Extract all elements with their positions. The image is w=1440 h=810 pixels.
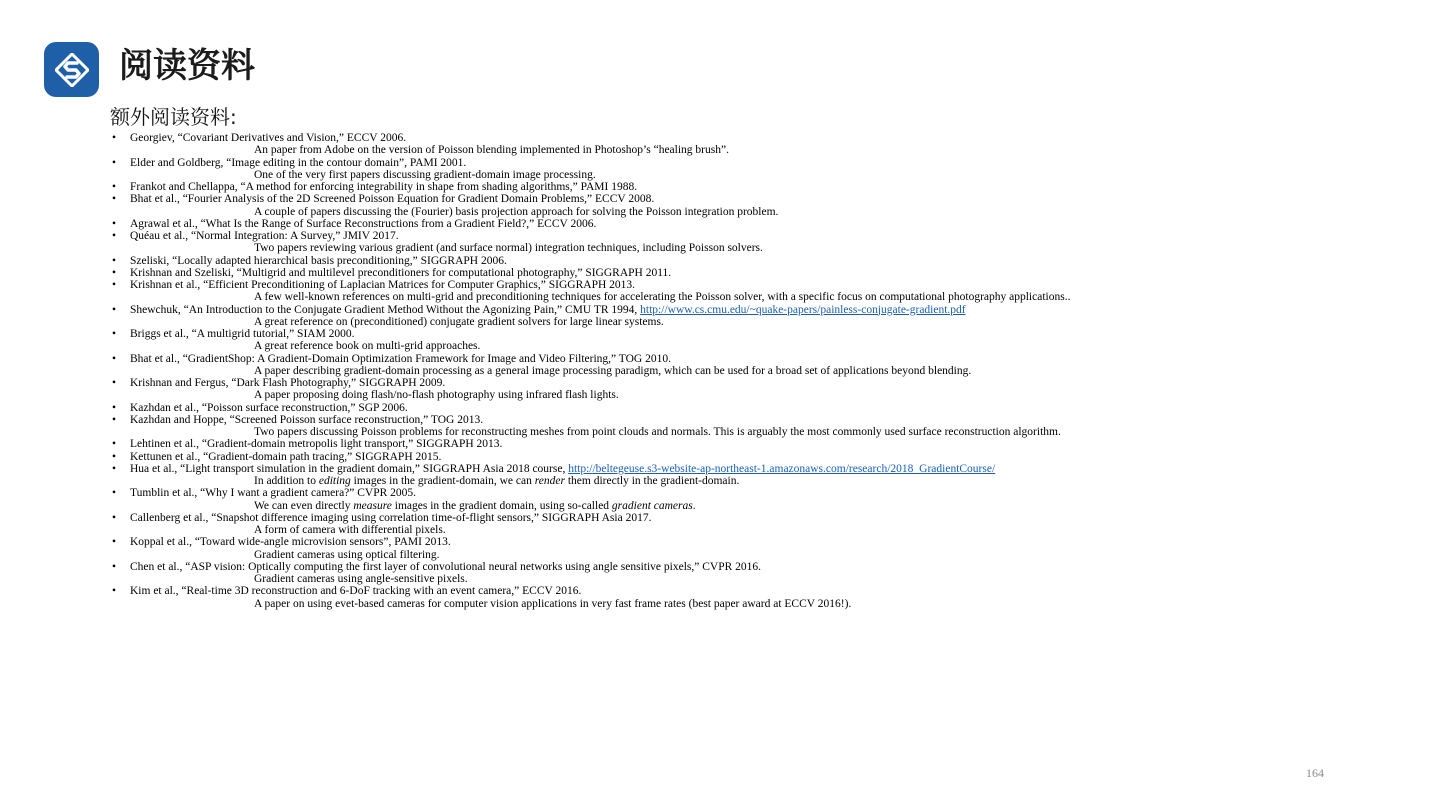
bullet-icon: • <box>112 217 117 230</box>
reference-note <box>112 598 1432 610</box>
note-fragment: them directly in the gradient-domain. <box>564 475 740 487</box>
bullet-icon: • <box>112 254 117 267</box>
reference-citation <box>130 132 406 144</box>
reference-item <box>112 181 1432 193</box>
bullet-icon: • <box>112 560 117 573</box>
reference-citation <box>130 181 637 193</box>
reference-citation <box>130 328 355 340</box>
bullet-icon: • <box>112 328 117 340</box>
reference-text: Krishnan et al., “Efficient Preconditioning of Laplacian Matrices for Computer Graphics,” SIGGRAPH 2013. <box>130 279 636 291</box>
reference-citation <box>130 255 507 267</box>
reference-citation <box>130 463 995 475</box>
reference-citation <box>130 218 596 230</box>
reference-note-text: One of the very first papers discussing gradient-domain image processing. <box>254 168 596 181</box>
bullet-icon: • <box>112 462 117 475</box>
reference-item <box>112 451 1432 463</box>
note-fragment: images in the gradient domain, using so-called <box>391 499 612 512</box>
bullet-icon: • <box>112 303 117 316</box>
reference-link[interactable]: http://beltegeuse.s3-website-ap-northeast-1.amazonaws.com/research/2018_GradientCourse/ <box>568 462 996 475</box>
reference-list <box>112 132 1432 610</box>
reference-citation <box>130 487 416 499</box>
reference-text: Chen et al., “ASP vision: Optically computing the first layer of convolutional neural networks using angle sensitive pixels,” CVPR 2016. <box>130 560 762 573</box>
bullet-icon: • <box>112 401 117 414</box>
reference-note-text: Gradient cameras using optical filtering. <box>254 548 440 561</box>
emphasis-text: editing <box>318 475 351 487</box>
reference-citation <box>130 353 671 365</box>
reference-note-text <box>254 500 696 512</box>
reference-text: Briggs et al., “A multigrid tutorial,” SIAM 2000. <box>130 328 355 340</box>
reference-citation <box>130 279 635 291</box>
reference-item <box>112 193 1432 205</box>
reference-citation <box>130 536 451 548</box>
reference-note <box>112 549 1432 561</box>
emphasis-text: measure <box>353 499 392 512</box>
bullet-icon: • <box>112 193 117 206</box>
reference-item <box>112 487 1432 499</box>
reference-item <box>112 585 1432 597</box>
reference-text: Tumblin et al., “Why I want a gradient camera?” CVPR 2005. <box>130 487 417 500</box>
reference-text: Kazhdan et al., “Poisson surface reconstruction,” SGP 2006. <box>130 401 408 414</box>
reference-text: Elder and Goldberg, “Image editing in the contour domain”, PAMI 2001. <box>130 156 467 169</box>
reference-item <box>112 353 1432 365</box>
emphasis-text: render <box>534 475 565 487</box>
reference-text: Georgiev, “Covariant Derivatives and Vision,” ECCV 2006. <box>130 132 407 144</box>
reference-citation <box>130 304 966 316</box>
bullet-icon: • <box>112 450 117 463</box>
reference-text: Kim et al., “Real-time 3D reconstruction and 6-DoF tracking with an event camera,” ECCV 2016. <box>130 585 582 598</box>
reference-text: Kettunen et al., “Gradient-domain path tracing,” SIGGRAPH 2015. <box>130 450 442 463</box>
reference-note-text: A paper on using evet-based cameras for computer vision applications in very fast frame rates (best paper award at ECCV 2016!). <box>254 597 852 610</box>
reference-text: Hua et al., “Light transport simulation in the gradient domain,” SIGGRAPH Asia 2018 course, <box>130 462 569 475</box>
reference-note <box>112 206 1432 218</box>
reference-item <box>112 304 1432 316</box>
bullet-icon: • <box>112 132 117 144</box>
note-fragment: images in the gradient-domain, we can <box>350 475 535 487</box>
bullet-icon: • <box>112 266 117 279</box>
bullet-icon: • <box>112 156 117 169</box>
reference-note <box>112 389 1432 401</box>
reference-citation <box>130 402 408 414</box>
reference-citation <box>130 585 581 597</box>
reference-note-text: Two papers discussing Poisson problems for reconstructing meshes from point clouds and normals. This is arguably the most commonly used surface reconstruction algorithm. <box>254 426 1061 438</box>
bullet-icon: • <box>112 230 117 242</box>
reference-note-text: A couple of papers discussing the (Fourier) basis projection approach for solving the Poisson integration problem. <box>254 205 779 218</box>
reference-text: Agrawal et al., “What Is the Range of Surface Reconstructions from a Gradient Field?,” ECCV 2006. <box>130 217 597 230</box>
reference-text: Kazhdan and Hoppe, “Screened Poisson surface reconstruction,” TOG 2013. <box>130 413 484 426</box>
reference-note <box>112 291 1432 303</box>
reference-note-text: A paper proposing doing flash/no-flash photography using infrared flash lights. <box>254 389 619 402</box>
reference-text: Bhat et al., “Fourier Analysis of the 2D Screened Poisson Equation for Gradient Domain Problems,” ECCV 2008. <box>130 193 655 206</box>
logo-icon <box>44 42 99 97</box>
reference-text: Krishnan and Fergus, “Dark Flash Photography,” SIGGRAPH 2009. <box>130 377 446 389</box>
reference-item <box>112 255 1432 267</box>
page-title: 阅读资料 <box>119 46 255 86</box>
reference-note <box>112 524 1432 536</box>
note-fragment: We can even directly <box>254 499 354 512</box>
section-subtitle: 额外阅读资料: <box>110 105 237 129</box>
reference-item <box>112 377 1432 389</box>
reference-item <box>112 218 1432 230</box>
bullet-icon: • <box>112 487 117 500</box>
reference-citation <box>130 414 483 426</box>
reference-citation <box>130 438 502 450</box>
note-fragment: . <box>692 499 696 512</box>
reference-note-text: An paper from Adobe on the version of Poisson blending implemented in Photoshop’s “healing brush”. <box>254 144 729 157</box>
reference-note <box>112 500 1432 512</box>
reference-citation <box>130 267 671 279</box>
reference-text: Callenberg et al., “Snapshot difference imaging using correlation time-of-flight sensors,” SIGGRAPH Asia 2017. <box>130 511 652 524</box>
bullet-icon: • <box>112 511 117 524</box>
reference-item <box>112 157 1432 169</box>
reference-note-text: A great reference on (preconditioned) conjugate gradient solvers for large linear systems. <box>254 315 664 328</box>
reference-note-text: A few well-known references on multi-grid and preconditioning techniques for accelerating the Poisson solver, with a specific focus on computational photography applications.. <box>254 291 1071 304</box>
reference-item <box>112 402 1432 414</box>
bullet-icon: • <box>112 413 117 426</box>
reference-note <box>112 316 1432 328</box>
reference-item <box>112 414 1432 426</box>
reference-note-text: Gradient cameras using angle-sensitive pixels. <box>254 573 468 585</box>
reference-citation <box>130 561 761 573</box>
reference-text: Quéau et al., “Normal Integration: A Survey,” JMIV 2017. <box>130 230 399 242</box>
reference-citation <box>130 512 651 524</box>
reference-link[interactable]: http://www.cs.cmu.edu/~quake-papers/painless-conjugate-gradient.pdf <box>640 303 966 316</box>
bullet-icon: • <box>112 438 117 451</box>
reference-item <box>112 536 1432 548</box>
reference-item <box>112 328 1432 340</box>
reference-item <box>112 512 1432 524</box>
reference-citation <box>130 193 654 205</box>
reference-note <box>112 365 1432 377</box>
s-diamond-logo-icon <box>55 53 89 87</box>
reference-note <box>112 475 1432 487</box>
reference-text: Szeliski, “Locally adapted hierarchical basis preconditioning,” SIGGRAPH 2006. <box>130 254 507 267</box>
reference-text: Bhat et al., “GradientShop: A Gradient-Domain Optimization Framework for Image and Video Filtering,” TOG 2010. <box>130 352 671 365</box>
reference-note-text: A paper describing gradient-domain processing as a general image processing paradigm, which can be used for a broad set of applications beyond blending. <box>254 364 972 377</box>
reference-note-text: A great reference book on multi-grid approaches. <box>254 340 481 353</box>
reference-note <box>112 340 1432 352</box>
reference-note <box>112 573 1432 585</box>
bullet-icon: • <box>112 352 117 365</box>
reference-citation <box>130 157 466 169</box>
bullet-icon: • <box>112 181 117 193</box>
reference-item <box>112 279 1432 291</box>
reference-item <box>112 463 1432 475</box>
reference-note-text: Two papers reviewing various gradient (and surface normal) integration techniques, including Poisson solvers. <box>254 242 763 255</box>
emphasis-text: gradient cameras <box>611 499 693 512</box>
bullet-icon: • <box>112 279 117 291</box>
bullet-icon: • <box>112 585 117 598</box>
reference-note-text: A form of camera with differential pixels. <box>254 524 446 536</box>
page-number: 164 <box>1306 766 1324 780</box>
reference-item <box>112 230 1432 242</box>
reference-text: Frankot and Chellappa, “A method for enforcing integrability in shape from shading algorithms,” PAMI 1988. <box>130 181 638 193</box>
reference-text: Koppal et al., “Toward wide-angle microvision sensors”, PAMI 2013. <box>130 536 451 549</box>
reference-note <box>112 144 1432 156</box>
reference-citation <box>130 230 399 242</box>
reference-citation <box>130 377 445 389</box>
reference-citation <box>130 451 441 463</box>
bullet-icon: • <box>112 536 117 549</box>
reference-item <box>112 438 1432 450</box>
reference-text: Krishnan and Szeliski, “Multigrid and multilevel preconditioners for computational photography,” SIGGRAPH 2011. <box>130 266 672 279</box>
reference-text: Lehtinen et al., “Gradient-domain metropolis light transport,” SIGGRAPH 2013. <box>130 438 503 451</box>
reference-item <box>112 267 1432 279</box>
reference-text: Shewchuk, “An Introduction to the Conjugate Gradient Method Without the Agonizing Pain,” CMU TR 1994, <box>130 303 641 316</box>
reference-note <box>112 169 1432 181</box>
reference-note <box>112 426 1432 438</box>
note-fragment: In addition to <box>254 475 319 487</box>
reference-note-text <box>254 475 739 487</box>
reference-note <box>112 242 1432 254</box>
reference-item <box>112 132 1432 144</box>
reference-item <box>112 561 1432 573</box>
bullet-icon: • <box>112 377 117 389</box>
